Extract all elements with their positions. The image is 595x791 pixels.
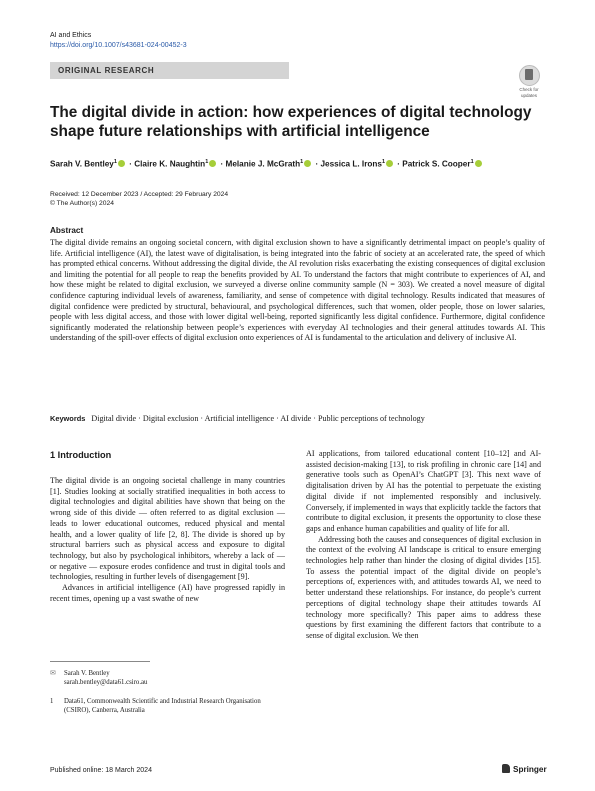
publisher-name: Springer xyxy=(513,765,547,774)
copyright-notice: © The Author(s) 2024 xyxy=(50,200,114,207)
body-column-left xyxy=(50,476,285,604)
corresponding-author xyxy=(50,669,147,687)
keyword-separator: · xyxy=(274,414,281,423)
intro-paragraph-2: Advances in artificial intelligence (AI) have progressed rapidly in recent times, opening up a vast swathe of new xyxy=(50,583,285,603)
author-affiliation-mark: 1 xyxy=(470,159,474,165)
keyword: Digital divide xyxy=(91,414,137,423)
author-affiliation-mark: 1 xyxy=(300,159,304,165)
abstract-heading: Abstract xyxy=(50,226,84,235)
orcid-icon[interactable] xyxy=(386,160,393,167)
author-separator: · xyxy=(395,159,403,169)
doi-link[interactable]: https://doi.org/10.1007/s43681-024-00452-3 xyxy=(50,42,187,49)
abstract-text: The digital divide remains an ongoing societal concern, with digital exclusion shown to have a significantly detrimental impact on people’s quality of life. Artificial intelligence (AI), the latest wave of digitalisation, is being integrated into the fabric of society at an accelerated rate, the speed of which has prompted ethical concerns. Without addressing the digital divide, the AI revolution risks exacerbating the existing consequences of digital exclusion and limiting the potential for all people to reap the benefits provided by AI. To understand the factors that might contribute to experiences of AI, and how these might be related to digital exclusion, we surveyed a diverse online community sample (N = 303). We created a novel measure of digital confidence capturing individual levels of awareness, familiarity, and sense of competence with digital technology. Results indicated that measures of digital confidence were predicted by structural, behavioural, and psychological differences, such that women, older people, those on lower salaries, people with less digital access, and those with lower digital well-being, reported significantly less digital confidence. Furthermore, digital confidence significantly moderated the relationship between people’s experiences with everyday AI technologies and their general attitudes towards AI. This understanding of the spill-over effects of digital exclusion onto experiences of AI is fundamental to the articulation and delivery of inclusive AI. xyxy=(50,238,545,343)
received-accepted-dates: Received: 12 December 2023 / Accepted: 29 February 2024 xyxy=(50,191,229,198)
keyword-separator: · xyxy=(198,414,205,423)
section-heading-introduction: 1 Introduction xyxy=(50,450,112,460)
author-separator: · xyxy=(218,159,226,169)
footnote-divider xyxy=(50,661,150,662)
keyword: Public perceptions of technology xyxy=(317,414,425,423)
author-name[interactable]: Claire K. Naughtin xyxy=(134,159,206,169)
author-name[interactable]: Melanie J. McGrath xyxy=(225,159,301,169)
keywords-list xyxy=(91,414,424,423)
keywords-label: Keywords xyxy=(50,414,86,423)
author-name[interactable]: Jessica L. Irons xyxy=(320,159,382,169)
author-affiliation-mark: 1 xyxy=(205,159,209,165)
intro-paragraph-4: Addressing both the causes and consequences of digital exclusion in the context of the evolving AI landscape is critical to ensure emerging technologies help rather than hinder the closing of digital divides [15]. To assess the potential impact of the digital divide on people’s perceptions of, experiences with, and attitudes towards AI, we need to better understand these relationships. For instance, do people’s current perceptions of digital technology shape their attitudes towards AI technology more specifically? This paper aims to address these questions by first examining the different factors that contribute to a sense of digital exclusion. We then xyxy=(306,534,541,640)
orcid-icon[interactable] xyxy=(209,160,216,167)
keywords-line xyxy=(50,414,545,424)
affiliation-number: 1 xyxy=(50,698,54,705)
author-name[interactable]: Patrick S. Cooper xyxy=(402,159,471,169)
keyword: AI divide xyxy=(280,414,312,423)
journal-name: AI and Ethics xyxy=(50,32,92,39)
corresponding-author-name: Sarah V. Bentley xyxy=(64,670,110,677)
intro-paragraph-3: AI applications, from tailored educational content [10–12] and AI-assisted decision-making [13], to risk profiling in chronic care [14] and generative tools such as OpenAI’s ChatGPT [3]. This next wave of digitalisation driven by AI has the potential to perpetuate the existing digital divide if not implemented responsibly and inclusively. Conversely, if implemented in ways that explicitly tackle the factors that contribute to digital exclusion, it presents the opportunity to close these gaps and enhance human capabilities and quality of life for all. xyxy=(306,449,541,533)
author-name[interactable]: Sarah V. Bentley xyxy=(50,159,114,169)
published-online-date: Published online: 18 March 2024 xyxy=(50,767,152,774)
check-updates-label-line2: updates xyxy=(520,93,537,98)
keyword: Digital exclusion xyxy=(142,414,199,423)
affiliation-text: Data61, Commonwealth Scientific and Industrial Research Organisation (CSIRO), Canberra, Australia xyxy=(64,698,261,714)
author-separator: · xyxy=(126,159,135,169)
section-label: ORIGINAL RESEARCH xyxy=(50,62,289,79)
keyword: Artificial intelligence xyxy=(204,414,275,423)
author-list xyxy=(50,157,550,170)
check-for-updates-button[interactable] xyxy=(512,65,546,97)
intro-paragraph-1: The digital divide is an ongoing societal challenge in many countries [1]. Studies looking at socially stratified inequalities in both access to digital technologies and digital abilities have shown that being on the wrong side of this divide — often referred to as digital exclusion — leads to lower educational outcomes, reduced physical and mental health, and a lower quality of life [2, 8]. The divide is shored up by structural barriers such as physical access and exposure to digital technology, but also by psychological inhibitors, whereby a lack of — or negative — exposure erodes confidence and trust in digital tools and technologies, resulting in further levels of disengagement [9]. xyxy=(50,476,285,582)
springer-horse-icon xyxy=(502,764,510,773)
keyword-separator: · xyxy=(136,414,143,423)
orcid-icon[interactable] xyxy=(118,160,125,167)
orcid-icon[interactable] xyxy=(304,160,311,167)
check-updates-icon xyxy=(519,65,540,86)
corresponding-author-email[interactable]: sarah.bentley@data61.csiro.au xyxy=(64,679,148,686)
orcid-icon[interactable] xyxy=(475,160,482,167)
keyword-separator: · xyxy=(311,414,318,423)
check-updates-label-line1: Check for xyxy=(519,87,539,92)
author-affiliation-mark: 1 xyxy=(113,159,117,165)
author-separator: · xyxy=(313,159,321,169)
affiliation xyxy=(50,697,280,715)
article-title: The digital divide in action: how experiences of digital technology shape future relationships with artificial intelligence xyxy=(50,104,532,140)
body-column-right xyxy=(306,449,541,642)
author-affiliation-mark: 1 xyxy=(381,159,386,165)
envelope-icon: ✉ xyxy=(50,670,56,677)
publisher-logo xyxy=(502,764,547,774)
